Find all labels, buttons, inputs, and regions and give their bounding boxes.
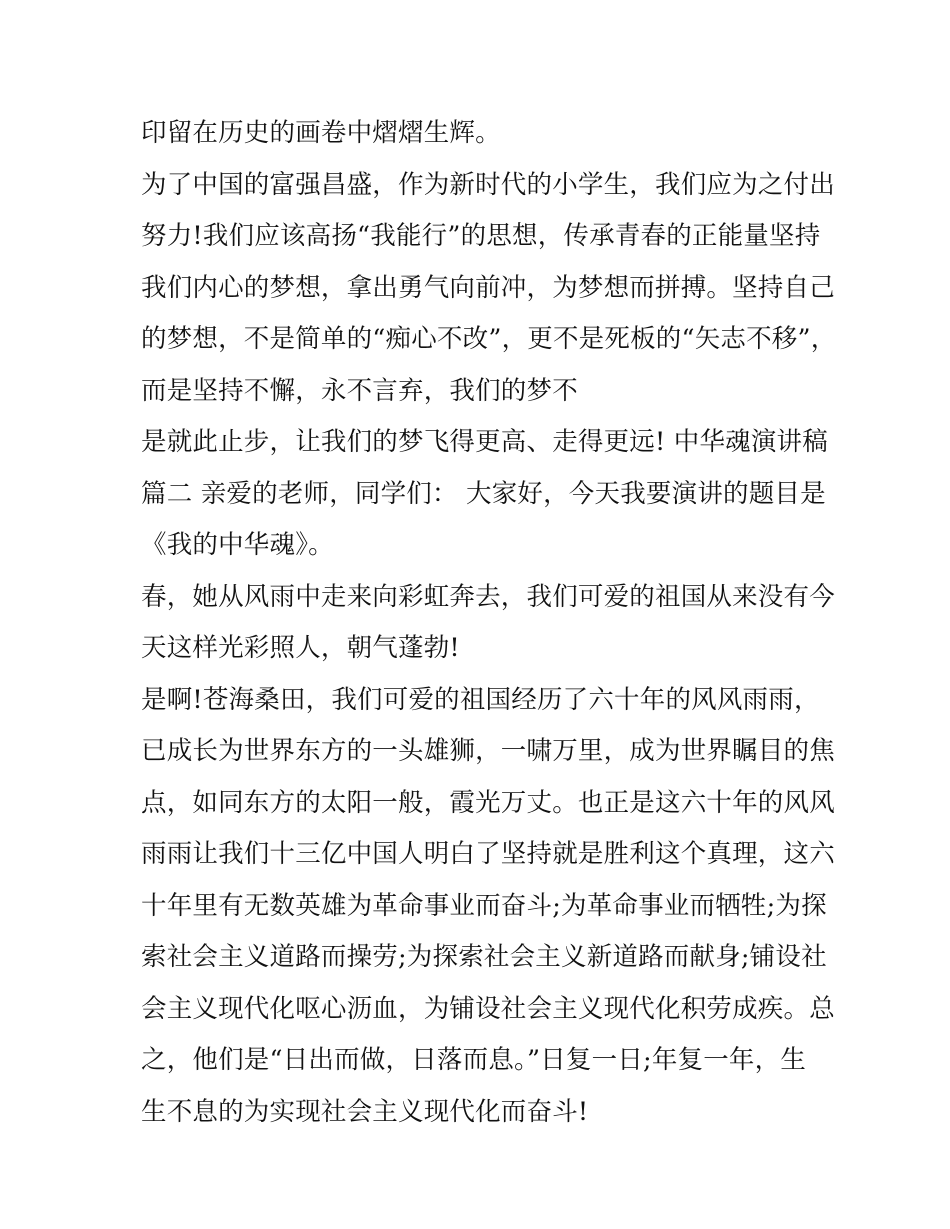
text-line: 之，他们是“日出而做，日落而息。”日复一日;年复一年，生: [141, 1045, 807, 1075]
body-text: [141, 108, 841, 1138]
text-line: 生不息的为实现社会主义现代化而奋斗!: [141, 1096, 589, 1127]
text-line: 是就此止步，让我们的梦飞得更高、走得更远! 中华魂演讲稿: [141, 427, 828, 457]
text-line: 雨雨让我们十三亿中国人明白了坚持就是胜利这个真理，这六: [141, 839, 835, 869]
text-line: 天这样光彩照人，朝气蓬勃!: [141, 633, 460, 663]
text-line: 的梦想，不是简单的“痴心不改”，更不是死板的“矢志不移”，: [141, 324, 837, 354]
text-line: 篇二 亲爱的老师，同学们： 大家好，今天我要演讲的题目是: [141, 478, 826, 509]
text-line: 而是坚持不懈，永不言弃，我们的梦不: [141, 375, 578, 406]
text-line: 印留在历史的画卷中熠熠生辉。: [141, 118, 501, 148]
text-line: 春，她从风雨中走来向彩虹奔去，我们可爱的祖国从来没有今: [141, 581, 835, 612]
text-line: 努力!我们应该高扬“我能行”的思想，传承青春的正能量坚持: [141, 221, 821, 251]
text-line: 我们内心的梦想，拿出勇气向前冲，为梦想而拼搏。坚持自己: [141, 272, 835, 303]
text-line: 索社会主义道路而操劳;为探索社会主义新道路而献身;铺设社: [141, 942, 827, 972]
text-line: 会主义现代化呕心沥血，为铺设社会主义现代化积劳成疾。总: [141, 993, 835, 1024]
text-line: 已成长为世界东方的一头雄狮，一啸万里，成为世界瞩目的焦: [141, 736, 835, 766]
text-line: 十年里有无数英雄为革命事业而奋斗;为革命事业而牺牲;为探: [141, 890, 827, 921]
text-line: 为了中国的富强昌盛，作为新时代的小学生，我们应为之付出: [141, 169, 835, 200]
text-line: 是啊!苍海桑田，我们可爱的祖国经历了六十年的风风雨雨，: [141, 684, 820, 715]
text-line: 点，如同东方的太阳一般，霞光万丈。也正是这六十年的风风: [141, 787, 835, 818]
text-line: 《我的中华魂》。: [141, 530, 334, 560]
